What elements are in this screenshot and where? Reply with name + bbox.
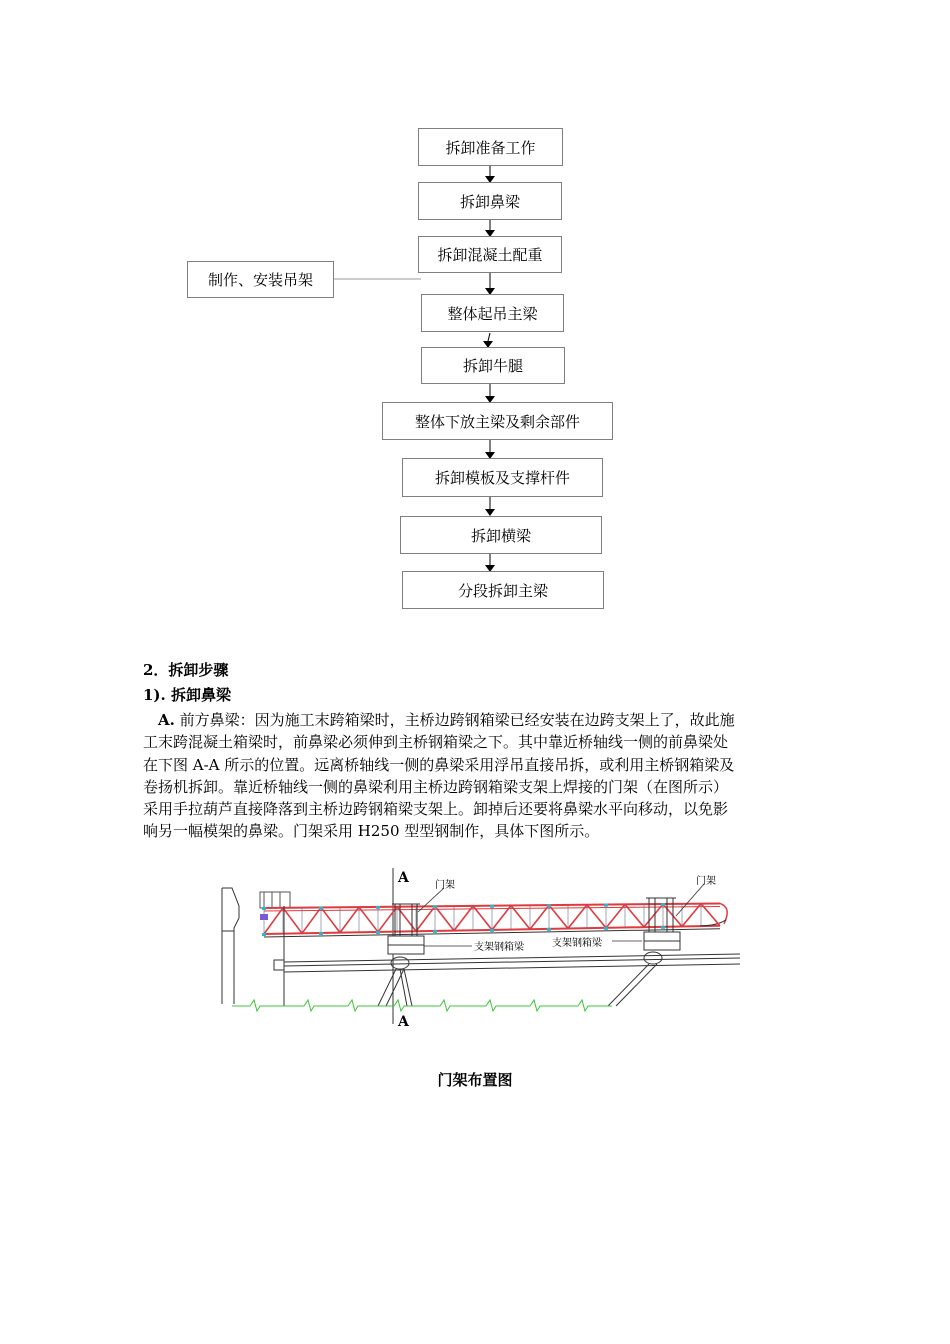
subsection-heading: 1). 拆卸鼻梁 xyxy=(143,686,231,704)
paragraph-line: A. 前方鼻梁：因为施工末跨箱梁时，主桥边跨钢箱梁已经安装在边跨支架上了，故此施 xyxy=(158,711,735,729)
paragraph-line: 工末跨混凝土箱梁时，前鼻梁必须伸到主桥钢箱梁之下。其中靠近桥轴线一侧的前鼻梁处 xyxy=(143,733,729,752)
section-mark-top: A xyxy=(398,870,409,886)
section-mark-bottom: A xyxy=(398,1014,409,1030)
body-paragraph xyxy=(143,709,807,843)
paragraph-lead: A. xyxy=(158,711,175,729)
arrowhead xyxy=(485,509,495,516)
flow-step-hanger: 制作、安装吊架 xyxy=(187,261,334,298)
flow-step-bracket: 拆卸牛腿 xyxy=(421,347,565,384)
gantry-layout-diagram xyxy=(212,866,742,1040)
label-support-girder-1: 支架钢箱梁 xyxy=(474,942,524,953)
section-heading: 2．拆卸步骤 xyxy=(143,661,229,679)
label-support-girder-2: 支架钢箱梁 xyxy=(552,938,602,949)
abutment xyxy=(222,888,239,1004)
label-gantry-1: 门架 xyxy=(435,880,455,891)
left-post xyxy=(274,906,284,1006)
support-box-girder-2 xyxy=(644,932,680,950)
paragraph-line: 采用手拉葫芦直接降落到主桥边跨钢箱梁支架上。卸掉后还要将鼻梁水平向移动，以免影 xyxy=(143,800,729,819)
paragraph-line: 响另一幅模架的鼻梁。门架采用 H250 型型钢制作，具体下图所示。 xyxy=(143,822,600,841)
figure-caption: 门架布置图 xyxy=(437,1071,513,1089)
flow-step-formwork: 拆卸模板及支撑杆件 xyxy=(402,458,603,497)
flow-step-counterweight: 拆卸混凝土配重 xyxy=(418,236,562,273)
flow-step-nose-beam: 拆卸鼻梁 xyxy=(418,182,562,220)
flow-step-lift-main-beam: 整体起吊主梁 xyxy=(421,294,564,332)
support-box-girder-1 xyxy=(388,936,424,954)
paragraph-line: 在下图 A-A 所示的位置。远离桥轴线一侧的鼻梁采用浮吊直接吊拆，或利用主桥钢箱梁及 xyxy=(143,755,735,774)
ground-line xyxy=(232,1000,612,1011)
flow-step-segment-main-beam: 分段拆卸主梁 xyxy=(402,571,604,609)
flow-step-prepare: 拆卸准备工作 xyxy=(418,128,563,166)
label-gantry-2: 门架 xyxy=(696,876,716,887)
dismantling-flowchart xyxy=(0,0,950,640)
flow-step-lower-main-beam: 整体下放主梁及剩余部件 xyxy=(382,402,613,440)
paragraph-line: 卷扬机拆卸。靠近桥轴线一侧的鼻梁利用主桥边跨钢箱梁支架上焊接的门架（在图所示） xyxy=(143,777,729,796)
support-beam xyxy=(284,954,740,972)
flow-step-crossbeam: 拆卸横梁 xyxy=(400,516,602,554)
